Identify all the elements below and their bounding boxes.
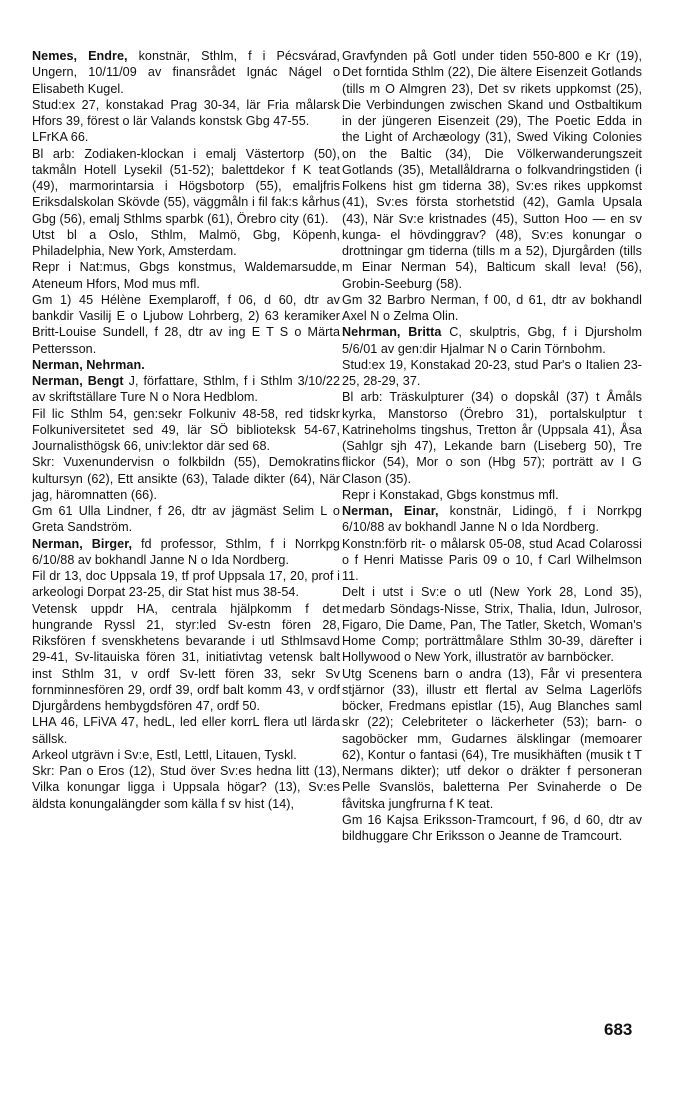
right-column-paragraph — [342, 812, 642, 845]
left-column-paragraph — [32, 763, 340, 812]
entry-headword: Nerman, Bengt — [32, 374, 124, 388]
entry-text: LFrKA 66. — [32, 130, 89, 145]
left-column-paragraph — [32, 227, 340, 260]
right-column — [342, 48, 642, 844]
left-column-paragraph — [32, 146, 340, 227]
entry-text: J, författare, Sthlm, f i Sthlm 3/10/22 av skriftställare Ture N o Nora Hedblom. — [32, 374, 340, 405]
left-column-paragraph — [32, 568, 340, 601]
entry-text: Repr i Nat:mus, Gbgs konstmus, Waldemarsudde, Ateneum Hfors, Mod mus mfl. — [32, 260, 340, 291]
entry-text: Konstn:förb rit- o målarsk 05-08, stud Acad Colarossi o f Henri Matisse Paris 09 o 10, f Carl Wilhelmson 11. — [342, 536, 642, 583]
left-column-paragraph — [32, 373, 340, 406]
left-column-paragraph — [32, 292, 340, 357]
right-column-paragraph — [342, 324, 642, 357]
right-column-paragraph — [342, 357, 642, 390]
entry-text: Gm 61 Ulla Lindner, f 26, dtr av jägmäst Selim L o Greta Sandström. — [32, 504, 340, 535]
right-column-paragraph — [342, 584, 642, 665]
entry-text: Gm 16 Kajsa Eriksson-Tramcourt, f 96, d 60, dtr av bildhuggare Chr Eriksson o Jeanne de Tramcourt. — [342, 812, 642, 843]
right-column-paragraph — [342, 389, 642, 487]
entry-text: Stud:ex 27, konstakad Prag 30-34, lär Fria målarsk Hfors 39, förest o lär Valands konstsk Gbg 47-55. — [32, 97, 340, 128]
right-column-paragraph — [342, 666, 642, 812]
left-column-paragraph — [32, 536, 340, 569]
entry-text: Gravfynden på Gotl under tiden 550-800 e Kr (19), Det forntida Sthlm (22), Die ältere Eisenzeit Gotlands (tills m O Almgren 23), Det sv rikets uppkomst (25), Die Verbindungen zwischen Skand und Ostbaltikum in der jüngeren Eisenzeit (29), The Poetic Edda in the Light of Archæology (31), Swed Viking Colonies on the Baltic (34), Die Völkerwanderungszeit Gotlands (35), Metallåldrarna o folkvandringstiden (i Folkens hist gm tiderna 38), Sv:es rikes uppkomst (41), Sv:es första storhetstid (42), Gamla Upsala (43), När Sv:e kristnades (45), Sutton Hoo — en sv kunga- el hövdinggrav? (48), Sv:es konungar o drottningar gm tiderna (tills m a 52), Djurgården (tills m Einar Nerman 54), Balticum skall leva! (56), Grobin-Seeburg (58). — [342, 49, 642, 291]
page-number: 683 — [604, 1020, 633, 1039]
left-column-paragraph — [32, 48, 340, 97]
entry-text: Fil dr 13, doc Uppsala 19, tf prof Uppsala 17, 20, prof i arkeologi Dorpat 23-25, dir Stat hist mus 38-54. — [32, 569, 340, 600]
left-column-paragraph — [32, 601, 340, 715]
entry-text: konstnär, Lidingö, f i Norrkpg 6/10/88 av bokhandl Janne N o Ida Nordberg. — [342, 504, 642, 535]
left-column-paragraph — [32, 97, 340, 130]
entry-text: Arkeol utgrävn i Sv:e, Estl, Lettl, Litauen, Tyskl. — [32, 747, 297, 762]
entry-headword: Nerman, Nehrman. — [32, 357, 145, 372]
right-column-paragraph — [342, 536, 642, 585]
right-column-paragraph — [342, 292, 642, 325]
left-column-paragraph — [32, 714, 340, 747]
entry-headword: Nemes, Endre, — [32, 49, 128, 63]
entry-text: C, skulptris, Gbg, f i Djursholm 5/6/01 av gen:dir Hjalmar N o Carin Törnbohm. — [342, 325, 642, 356]
entry-text: Gm 1) 45 Hélène Exemplaroff, f 06, d 60, dtr av bankdir Vasilij E o Ljubow Lohrberg, 2) 63 keramiker Britt-Louise Sundell, f 28, dtr av ing E T S o Märta Pettersson. — [32, 292, 340, 356]
entry-headword: Nerman, Birger, — [32, 536, 132, 551]
left-column-paragraph — [32, 454, 340, 503]
entry-text: Repr i Konstakad, Gbgs konstmus mfl. — [342, 487, 559, 502]
entry-text: Bl arb: Träskulpturer (34) o dopskål (37) t Åmåls kyrka, Manstorso (Örebro 31), portalskulptur t Katrineholms tingshus, Tretton år (Uppsala 41), Åsa (Sahlgr sjh 47), Lekande barn (Liseberg 50), Tre flickor (54), Mor o son (Hbg 57); porträtt av I G Clason (35). — [342, 390, 642, 486]
entry-headword: Nerman, Einar, — [342, 504, 439, 518]
entry-text: Skr: Vuxenundervisn o folkbildn (55), Demokratins kultursyn (62), Ett ansikte (63), Talade dikter (64), När jag, häromnatten (66). — [32, 455, 340, 502]
right-column-paragraph — [342, 48, 642, 292]
entry-text: Vetensk uppdr HA, centrala hjälpkomm f det hungrande Ryssl 21, styr:led Sv-estn fören 28, Riksfören f svenskhetens bevarande i utl Sthlmsavd 29-41, Sv-litauiska fören 31, initiativtag vetensk balt inst Sthlm 31, v ordf Sv-lett fören 33, sekr Sv fornminnesfören 29, ordf 39, ordf balt komm 43, v ordf Djurgårdens hembygdsfören 47, ordf 50. — [32, 601, 340, 713]
left-column-paragraph — [32, 357, 340, 373]
entry-headword: Nehrman, Britta — [342, 325, 442, 340]
left-column-paragraph — [32, 747, 340, 763]
entry-text: Utst bl a Oslo, Sthlm, Malmö, Gbg, Köpenh, Philadelphia, New York, Amsterdam. — [32, 227, 340, 258]
left-column — [32, 48, 340, 812]
entry-text: Skr: Pan o Eros (12), Stud över Sv:es hedna litt (13), Vilka konungar ligga i Uppsala högar? (13), Sv:es äldsta konungalängder som källa f sv hist (14), — [32, 764, 340, 811]
right-column-paragraph — [342, 487, 642, 503]
left-column-paragraph — [32, 129, 340, 145]
entry-text: Gm 32 Barbro Nerman, f 00, d 61, dtr av bokhandl Axel N o Zelma Olin. — [342, 292, 642, 323]
right-column-paragraph — [342, 503, 642, 536]
entry-text: konstnär, Sthlm, f i Pécsvárad, Ungern, 10/11/09 av finansrådet Ignác Nágel o Elisabeth Kugel. — [32, 49, 340, 96]
entry-text: Stud:ex 19, Konstakad 20-23, stud Par's o Italien 23-25, 28-29, 37. — [342, 357, 642, 388]
left-column-paragraph — [32, 406, 340, 455]
left-column-paragraph — [32, 259, 340, 292]
entry-text: Bl arb: Zodiaken-klockan i emalj Västertorp (50), takmåln Hotell Lysekil (51-52); balettdekor f K teat (49), marmorintarsia i Högsbotorp (55), emaljfris Eriksdalskolan Skövde (55), väggmåln i fil fak:s kårhus Gbg (56), emalj Sthlms sparbk (61), Örebro city (61). — [32, 146, 340, 226]
entry-text: Delt i utst i Sv:e o utl (New York 28, Lond 35), medarb Söndags-Nisse, Strix, Thalia, Idun, Julrosor, Figaro, Die Dame, Pan, The Tatler, Sketch, Woman's Home Comp; porträttmålare Sthlm 30-39, därefter i Hollywood o New York, illustratör av barnböcker. — [342, 585, 642, 665]
entry-text: fd professor, Sthlm, f i Norrkpg 6/10/88 av bokhandl Janne N o Ida Nordberg. — [32, 536, 340, 567]
entry-text: Utg Scenens barn o andra (13), Får vi presentera stjärnor (33), illustr ett flertal av Selma Lagerlöfs böcker, Fredmans epistlar (15), Aug Blanches saml skr (22); Celebriteter o läckerheter (53); barn- o sagoböcker mm, Gudarnes älsklingar (memoarer 62), Kontur o fantasi (64), Tre musikhäften (musik t T Nermans dikter); utf dekor o dräkter f personeran Pelle Svanslös, baletterna Per Svinaherde o De fåvitska jungfrurna f K teat. — [342, 666, 642, 811]
left-column-paragraph — [32, 503, 340, 536]
entry-text: LHA 46, LFiVA 47, hedL, led eller korrL flera utl lärda sällsk. — [32, 715, 340, 746]
entry-text: Fil lic Sthlm 54, gen:sekr Folkuniv 48-58, red tidskr Folkuniversitetet sed 49, lär SÖ biblioteksk 54-67, Journalisthögsk 66, univ:lektor där sed 68. — [32, 406, 340, 453]
